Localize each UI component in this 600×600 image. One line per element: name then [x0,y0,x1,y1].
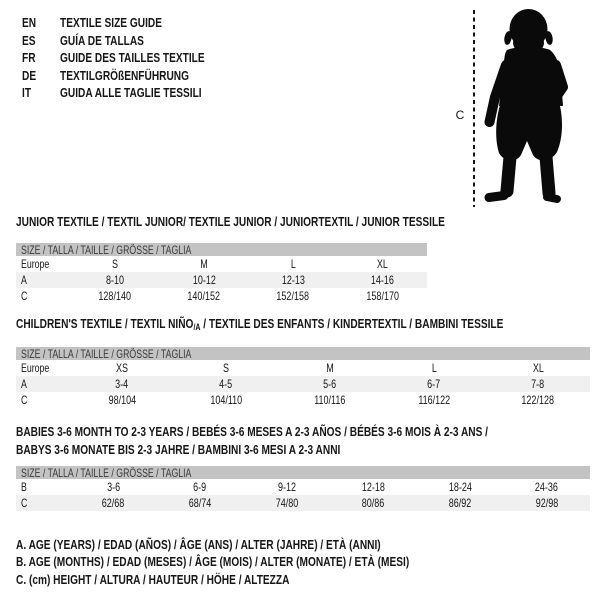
cell-text: XL [532,361,544,375]
toddler-silhouette-icon [480,5,580,205]
cell-text: 110/116 [314,393,346,407]
cell-text: 9-12 [277,480,296,494]
row-label [16,495,70,511]
table-cell [338,272,427,288]
children-row-c [16,392,590,408]
cell-text: 8-10 [105,273,124,287]
language-code: DE [22,67,37,83]
table-cell [159,272,248,288]
cell-text: 12-18 [361,480,385,494]
table-cell [382,360,486,376]
table-cell [330,479,417,495]
row-label [16,288,70,304]
row-label [16,256,70,272]
row-label [16,360,70,376]
table-cell [159,288,248,304]
junior-table-title-text: JUNIOR TEXTILE / TEXTIL JUNIOR/ TEXTILE JUNIOR / JUNIORTEXTIL / JUNIOR TESSILE [16,214,445,229]
cell-text: M [200,257,208,271]
row-label [16,272,70,288]
title-line-text: BABYS 3-6 MONATE BIS 2-3 JAHRE / BAMBINI 3-6 MESI A 2-3 ANNI [16,441,341,457]
children-row-europe [16,360,590,376]
cell-text: 5-6 [323,377,337,391]
table-cell [278,376,382,392]
table-cell [157,495,244,511]
cell-text: XS [115,361,128,375]
babies-size-header-bar [16,466,590,479]
children-table-title-text [16,317,503,334]
size-header-text: SIZE / TALLA / TAILLE / GRÖSSE / TAGLIA [21,466,192,480]
table-cell [70,288,159,304]
cell-text: L [431,361,437,375]
cell-text: 12-13 [281,273,305,287]
cell-text: 158/170 [366,289,399,303]
row-label [16,376,70,392]
table-cell [503,479,590,495]
language-code: IT [22,85,32,100]
junior-row-europe [16,256,427,272]
table-cell [70,376,174,392]
language-label: TEXTILE SIZE GUIDE [60,15,162,30]
language-code: ES [22,32,36,48]
table-cell [174,392,278,408]
row-label [16,479,70,495]
title-post: / TEXTILE DES ENFANTS / KINDERTEXTIL / BAMBINI TESSILE [200,316,504,331]
cell-text: 86/92 [448,496,472,510]
junior-row-a [16,272,427,288]
cell-text: 80/86 [362,496,385,510]
cell-text: 6-9 [193,480,207,494]
table-cell [70,272,159,288]
children-row-a [16,376,590,392]
table-cell [382,392,486,408]
cell-text: 104/110 [210,393,242,407]
title-subscript: /A [193,322,201,332]
cell-text: 3-4 [115,377,129,391]
table-cell [278,392,382,408]
cell-text: 128/140 [98,289,131,303]
language-label: TEXTILGRÖßENFÜHRUNG [60,67,190,83]
note-c [16,571,520,588]
row-label-text: C [21,496,28,510]
table-cell [330,495,417,511]
note-a [16,536,520,553]
title-line-text: BABIES 3-6 MONTH TO 2-3 YEARS / BEBÉS 3-6 MESES A 2-3 AÑOS / BÉBÉS 3-6 MOIS À 2-3 ANS / [16,424,488,439]
children-size-header-bar [16,347,590,360]
language-label: GUÍA DE TALLAS [60,32,144,48]
dashed-height-line [473,10,475,207]
row-label [16,392,70,408]
cell-text: 152/158 [276,289,310,303]
table-cell [70,479,157,495]
table-cell [417,495,504,511]
cell-text: 92/98 [535,496,558,510]
row-label-text: Europe [21,361,50,375]
junior-size-header-bar [16,243,427,256]
note-text: C. (cm) HEIGHT / ALTURA / HAUTEUR / HÖHE / ALTEZZA [16,571,290,587]
table-cell [249,256,338,272]
junior-table-title [16,215,566,229]
cell-text: 122/128 [521,393,555,407]
table-cell [278,360,382,376]
note-text: B. AGE (MONTHS) / EDAD (MESES) / ÂGE (MOIS) / ALTER (MONATE) / ETÀ (MESI) [16,554,410,570]
row-label-text: C [21,289,28,303]
row-label-text: C [21,393,28,407]
babies-title-line2 [16,441,600,459]
cell-text: 14-16 [370,273,394,287]
children-table-title [16,317,600,331]
junior-row-c [16,288,427,304]
table-cell [174,376,278,392]
table-cell [338,256,427,272]
table-cell [486,392,590,408]
table-cell [243,479,330,495]
cell-text: XL [376,257,388,271]
table-cell [70,392,174,408]
table-cell [70,256,159,272]
cell-text: 24-36 [535,480,559,494]
table-cell [157,479,244,495]
table-cell [486,376,590,392]
cell-text: 4-5 [219,377,233,391]
table-cell [249,288,338,304]
table-cell [174,360,278,376]
table-cell [159,256,248,272]
babies-title-line1 [16,423,600,441]
cell-text: 18-24 [448,480,472,494]
row-label-text: A [21,377,27,391]
cell-text: 3-6 [106,480,120,494]
table-cell [338,288,427,304]
language-label: GUIDE DES TAILLES TEXTILE [60,50,205,65]
row-label-text: A [21,273,27,287]
babies-row-c [16,495,590,511]
cell-text: 74/80 [275,496,298,510]
row-label-text: B [21,480,27,494]
cell-text: 7-8 [531,377,545,391]
cell-text: 140/152 [187,289,221,303]
cell-text: 62/68 [102,496,125,510]
table-cell [70,495,157,511]
height-marker-label: C [455,108,465,122]
cell-text: M [326,361,334,375]
language-label: GUIDA ALLE TAGLIE TESSILI [60,85,202,100]
table-cell [503,495,590,511]
babies-table-title [16,423,600,458]
note-text: A. AGE (YEARS) / EDAD (AÑOS) / ÂGE (ANS) / ALTER (JAHRE) / ETÀ (ANNI) [16,537,381,552]
row-label-text: Europe [21,257,50,271]
table-cell [70,360,174,376]
cell-text: 68/74 [188,496,212,510]
language-code: FR [22,50,36,65]
table-cell [382,376,486,392]
size-header-text: SIZE / TALLA / TAILLE / GRÖSSE / TAGLIA [21,347,192,361]
table-cell [486,360,590,376]
cell-text: S [111,257,118,271]
size-header-text: SIZE / TALLA / TAILLE / GRÖSSE / TAGLIA [21,243,192,257]
cell-text: 10-12 [192,273,216,287]
language-code: EN [22,15,37,30]
cell-text: 6-7 [427,377,441,391]
babies-row-b [16,479,590,495]
cell-text: 116/122 [418,393,450,407]
title-pre: CHILDREN'S TEXTILE / TEXTIL NIÑO [16,316,194,331]
cell-text: L [290,257,296,271]
table-cell [417,479,504,495]
note-b [16,553,520,570]
cell-text: S [222,361,229,375]
cell-text: 98/104 [108,393,136,407]
legend-notes [16,536,520,588]
table-cell [249,272,338,288]
table-cell [243,495,330,511]
